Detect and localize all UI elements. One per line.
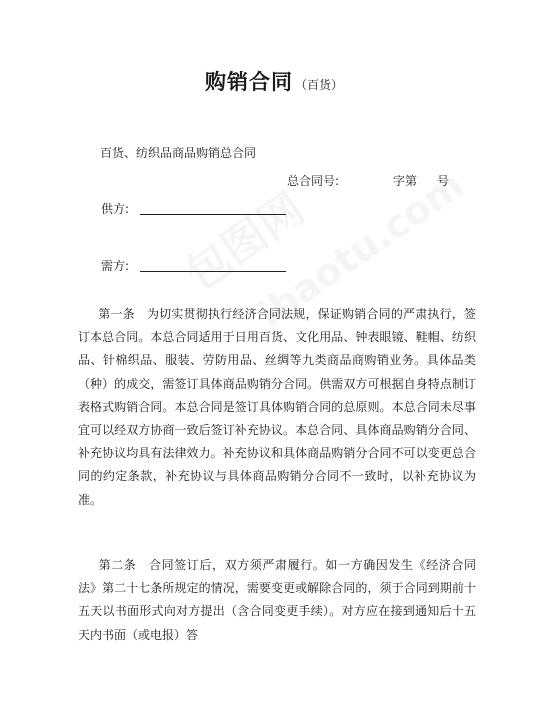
article-2-head: 第二条 <box>98 558 137 572</box>
watermark <box>170 174 315 302</box>
buyer-blank-line <box>140 271 286 272</box>
buyer-label: 需方: <box>101 259 130 273</box>
document-title <box>0 66 548 96</box>
article-1-head: 第一条 <box>98 307 135 321</box>
contract-no-zi: 字第 <box>393 174 418 188</box>
document-subtitle: 百货、纺织品商品购销总合同 <box>100 146 257 160</box>
contract-no-label: 总合同号: <box>287 174 340 188</box>
supplier-label: 供方: <box>101 202 130 216</box>
article-1-text: 为切实贯彻执行经济合同法规，保证购销合同的严肃执行，签订本总合同。本总合同适用于日用百货、文化用品、钟表眼镜、鞋帽、纺织品、针棉织品、服装、劳防用品、丝绸等九类商品商购销业务。具体品类（种）的成交，需签订具体商品购销分合同。供需双方可根据自身特点制订表格式购销合同。本总合同是签订具体购销合同的总原则。本总合同未尽事宜可以经双方协商一致后签订补充协议。本总合同、具体商品购销分合同、补充协议均具有法律效力。补充协议和具体商品购销分合同不可以变更总合同的约定条款，补充协议与具体商品购销分合同不一致时，以补充协议为准。 <box>78 307 476 507</box>
title-suffix: （百货） <box>294 78 343 92</box>
article-2 <box>78 554 476 647</box>
supplier-field <box>101 200 129 217</box>
article-1 <box>78 303 476 512</box>
title-main: 购销合同 <box>204 70 293 94</box>
supplier-blank-line <box>140 214 286 215</box>
buyer-field <box>101 257 129 274</box>
article-2-text: 合同签订后，双方须严肃履行。如一方确因发生《经济合同法》第二十七条所规定的情况，需要变更或解除合同的，须于合同到期前十五天以书面形式向对方提出（含合同变更手续）。对方应在接到通知后十五天内书面（或电报）答 <box>78 558 476 642</box>
contract-no-hao: 号 <box>437 174 450 188</box>
